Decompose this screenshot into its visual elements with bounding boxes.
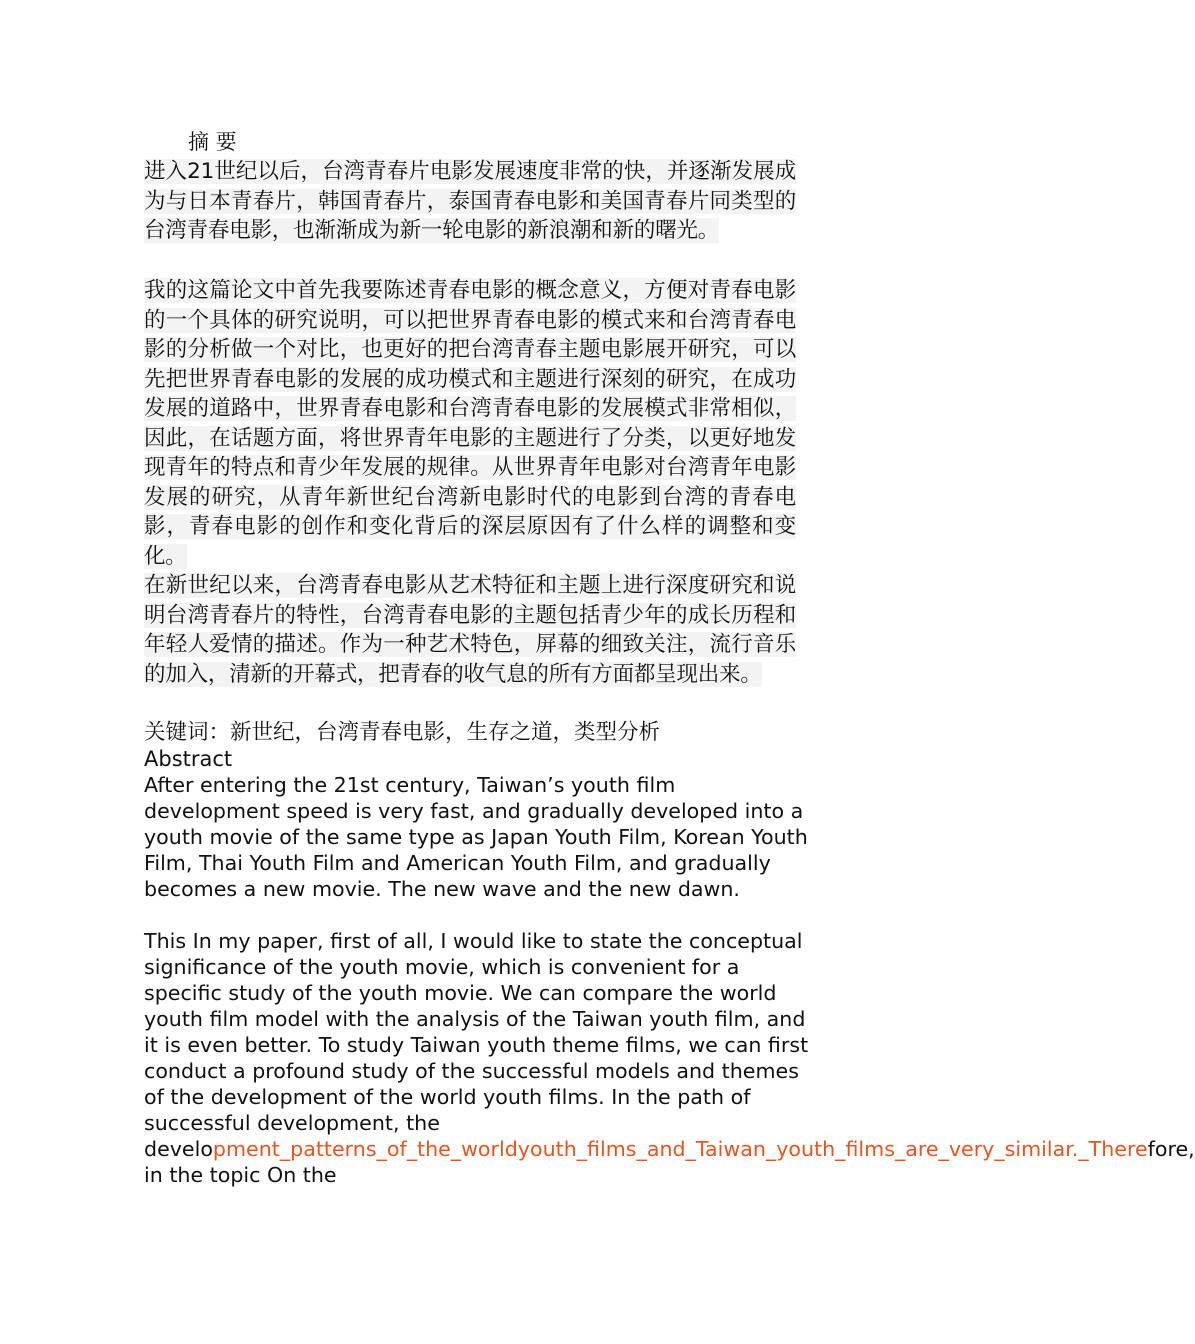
en-paragraph-1: After entering the 21st century, Taiwan’s youth film development speed is very fast, and gradually developed into a youth movie of the same type as Japan Youth Film, Korean Youth Film, Thai Youth Film and American Youth Film, and gradually becomes a new movie. The new wave and the new dawn. [144, 773, 808, 901]
abstract-heading-cn: 摘 要 [188, 130, 237, 154]
keywords-line: 关键词：新世纪，台湾青春电影，生存之道，类型分析 [144, 720, 661, 745]
cn-paragraph-2: 我的这篇论文中首先我要陈述青春电影的概念意义，方便对青春电影的一个具体的研究说明，可以把世界青春电影的模式来和台湾青春电影的分析做一个对比，也更好的把台湾青春主题电影展开研究，可以先把世界青春电影的发展的成功模式和主题进行深刻的研究，在成功发展的道路中，世界青春电影和台湾青春电影的发展模式非常相似，因此，在话题方面，将世界青年电影的主题进行了分类，以更好地发现青年的特点和青少年发展的规律。从世界青年电影对台湾青年电影发展的研究，从青年新世纪台湾新电影时代的电影到台湾的青春电影，青春电影的创作和变化背后的深层原因有了什么样的调整和变化。 [144, 278, 796, 569]
abstract-title-en: Abstract [144, 747, 233, 771]
cn-paragraph-1: 进入21世纪以后，台湾青春片电影发展速度非常的快，并逐渐发展成为与日本青春片，韩国青春片，泰国青春电影和美国青春片同类型的台湾青春电影，也渐渐成为新一轮电影的新浪潮和新的曙光。 [144, 159, 796, 243]
en-paragraph-2 [144, 928, 1195, 1188]
cn-paragraph-3: 在新世纪以来，台湾青春电影从艺术特征和主题上进行深度研究和说明台湾青春片的特性，台湾青春电影的主题包括青少年的成长历程和年轻人爱情的描述。作为一种艺术特色，屏幕的细致关注，流行音乐的加入，清新的开幕式，把青春的收气息的所有方面都呈现出来。 [144, 573, 796, 687]
en-paragraph-2-end: fore, in the topic On the [144, 1137, 1195, 1187]
tracked-change-text: pment_patterns_of_the_worldyouth_films_and_Taiwan_youth_films_are_very_similar._There [212, 1137, 1148, 1161]
en-paragraph-2-start: This In my paper, first of all, I would like to state the conceptual significance of the youth movie, which is convenient for a specific study of the youth movie. We can compare the world youth film model with the analysis of the Taiwan youth film, and it is even better. To study Taiwan youth theme films, we can first conduct a profound study of the successful models and themes of the development of the world youth films. In the path of successful development, the develo [144, 929, 809, 1161]
